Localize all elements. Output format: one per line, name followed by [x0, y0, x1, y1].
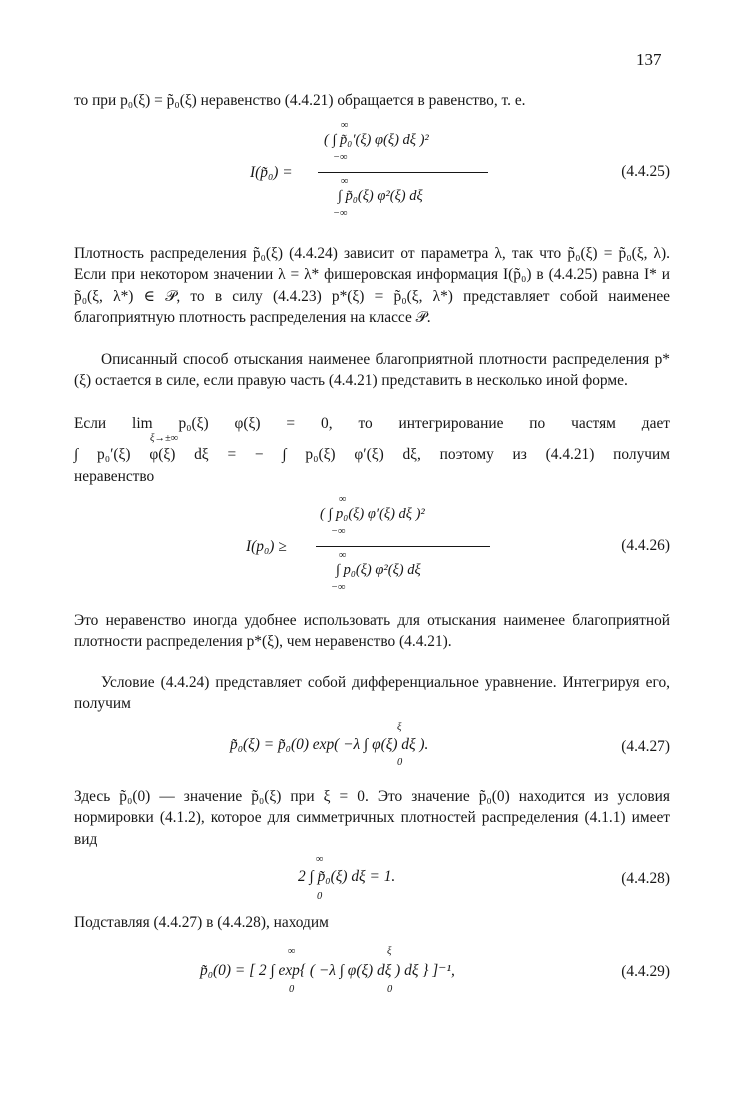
integral-upper-limit: ∞ [316, 854, 324, 865]
integral-lower-limit: 0 [317, 891, 323, 902]
paragraph-method: Описанный способ отыскания наименее благоприятной плотности распределения p*(ξ) остается в силе, если правую часть (4.4.21) представить в несколько иной форме. [74, 351, 670, 390]
equation-4-4-25 [0, 118, 739, 228]
fraction-denominator: ∫ p₀(ξ) φ²(ξ) dξ [336, 562, 421, 578]
equation-lhs: I(p₀) ≥ [246, 538, 287, 555]
equation-4-4-29 [0, 944, 739, 1000]
equation-number: (4.4.26) [621, 537, 670, 554]
equation-body: p̃₀(0) = [ 2 ∫ exp{ ( −λ ∫ φ(ξ) dξ ) dξ } ]⁻¹, [200, 962, 455, 979]
paragraph-substitution: Подставляя (4.4.27) в (4.4.28), находим [74, 914, 329, 931]
paragraph-integration-line-2: ∫ p₀′(ξ) φ(ξ) dξ = − ∫ p₀(ξ) φ′(ξ) dξ, поэтому из (4.4.21) получим [74, 446, 670, 463]
fraction-bar [316, 546, 490, 547]
integral-upper-limit: ∞ [339, 494, 347, 505]
equation-4-4-26 [0, 492, 739, 602]
integral-upper-limit: ξ [397, 722, 402, 733]
paragraph-integration-line-1: Если lim p₀(ξ) φ(ξ) = 0, то интегрирование по частям дает [74, 415, 670, 432]
integral-upper-limit: ∞ [341, 176, 349, 187]
outer-integral-upper-limit: ∞ [288, 946, 296, 957]
limit-subscript: ξ→±∞ [150, 433, 179, 444]
equation-number: (4.4.25) [621, 163, 670, 180]
fraction-bar [318, 172, 488, 173]
inner-integral-upper-limit: ξ [387, 946, 392, 957]
inner-integral-lower-limit: 0 [387, 984, 393, 995]
equation-body: p̃₀(ξ) = p̃₀(0) exp( −λ ∫ φ(ξ) dξ ). [230, 736, 429, 753]
integral-lower-limit: −∞ [333, 152, 348, 163]
paragraph-inequality-use: Это неравенство иногда удобнее использовать для отыскания наименее благоприятной плотности распределения p*(ξ), чем неравенство (4.4.21). [74, 612, 670, 651]
integral-lower-limit: 0 [397, 757, 403, 768]
paragraph-normalization: Здесь p̃₀(0) — значение p̃₀(ξ) при ξ = 0. Это значение p̃₀(0) находится из условия нормировки (4.1.2), которое для симметричных плотностей распределения (4.1.1) имеет вид [74, 788, 670, 848]
equation-4-4-27 [0, 722, 739, 772]
integral-upper-limit: ∞ [341, 120, 349, 131]
integral-upper-limit: ∞ [339, 550, 347, 561]
equation-4-4-28 [0, 854, 739, 904]
integral-lower-limit: −∞ [331, 582, 346, 593]
equation-lhs: I(p̃₀) = [250, 164, 293, 181]
equation-number: (4.4.28) [621, 870, 670, 887]
equation-body: 2 ∫ p̃₀(ξ) dξ = 1. [298, 868, 396, 885]
integral-lower-limit: −∞ [333, 208, 348, 219]
equation-number: (4.4.29) [621, 963, 670, 980]
integral-lower-limit: −∞ [331, 526, 346, 537]
fraction-denominator: ∫ p̃₀(ξ) φ²(ξ) dξ [338, 188, 423, 204]
page-number: 137 [636, 50, 662, 69]
fraction-numerator: ( ∫ p̃₀′(ξ) φ(ξ) dξ )² [324, 132, 429, 148]
paragraph-density-parameter: Плотность распределения p̃₀(ξ) (4.4.24) зависит от параметра λ, так что p̃₀(ξ) = p̃₀(ξ, λ). Если при некотором значении λ = λ* фишеровская информация I(p̃₀) в (4.4.25) равна I* и p̃₀(ξ, λ*) ∈ 𝒫, то в силу (4.4.23) p*(ξ) = p̃₀(ξ, λ*) представляет собой наименее благоприятную плотность распределения на классе 𝒫. [74, 245, 670, 326]
fraction-numerator: ( ∫ p₀(ξ) φ′(ξ) dξ )² [320, 506, 425, 522]
equation-number: (4.4.27) [621, 738, 670, 755]
paragraph-differential-equation: Условие (4.4.24) представляет собой дифференциальное уравнение. Интегрируя его, получим [74, 674, 670, 713]
paragraph-intro: то при p₀(ξ) = p̃₀(ξ) неравенство (4.4.21) обращается в равенство, т. е. [74, 92, 526, 109]
outer-integral-lower-limit: 0 [289, 984, 295, 995]
paragraph-integration-line-3: неравенство [74, 468, 155, 485]
